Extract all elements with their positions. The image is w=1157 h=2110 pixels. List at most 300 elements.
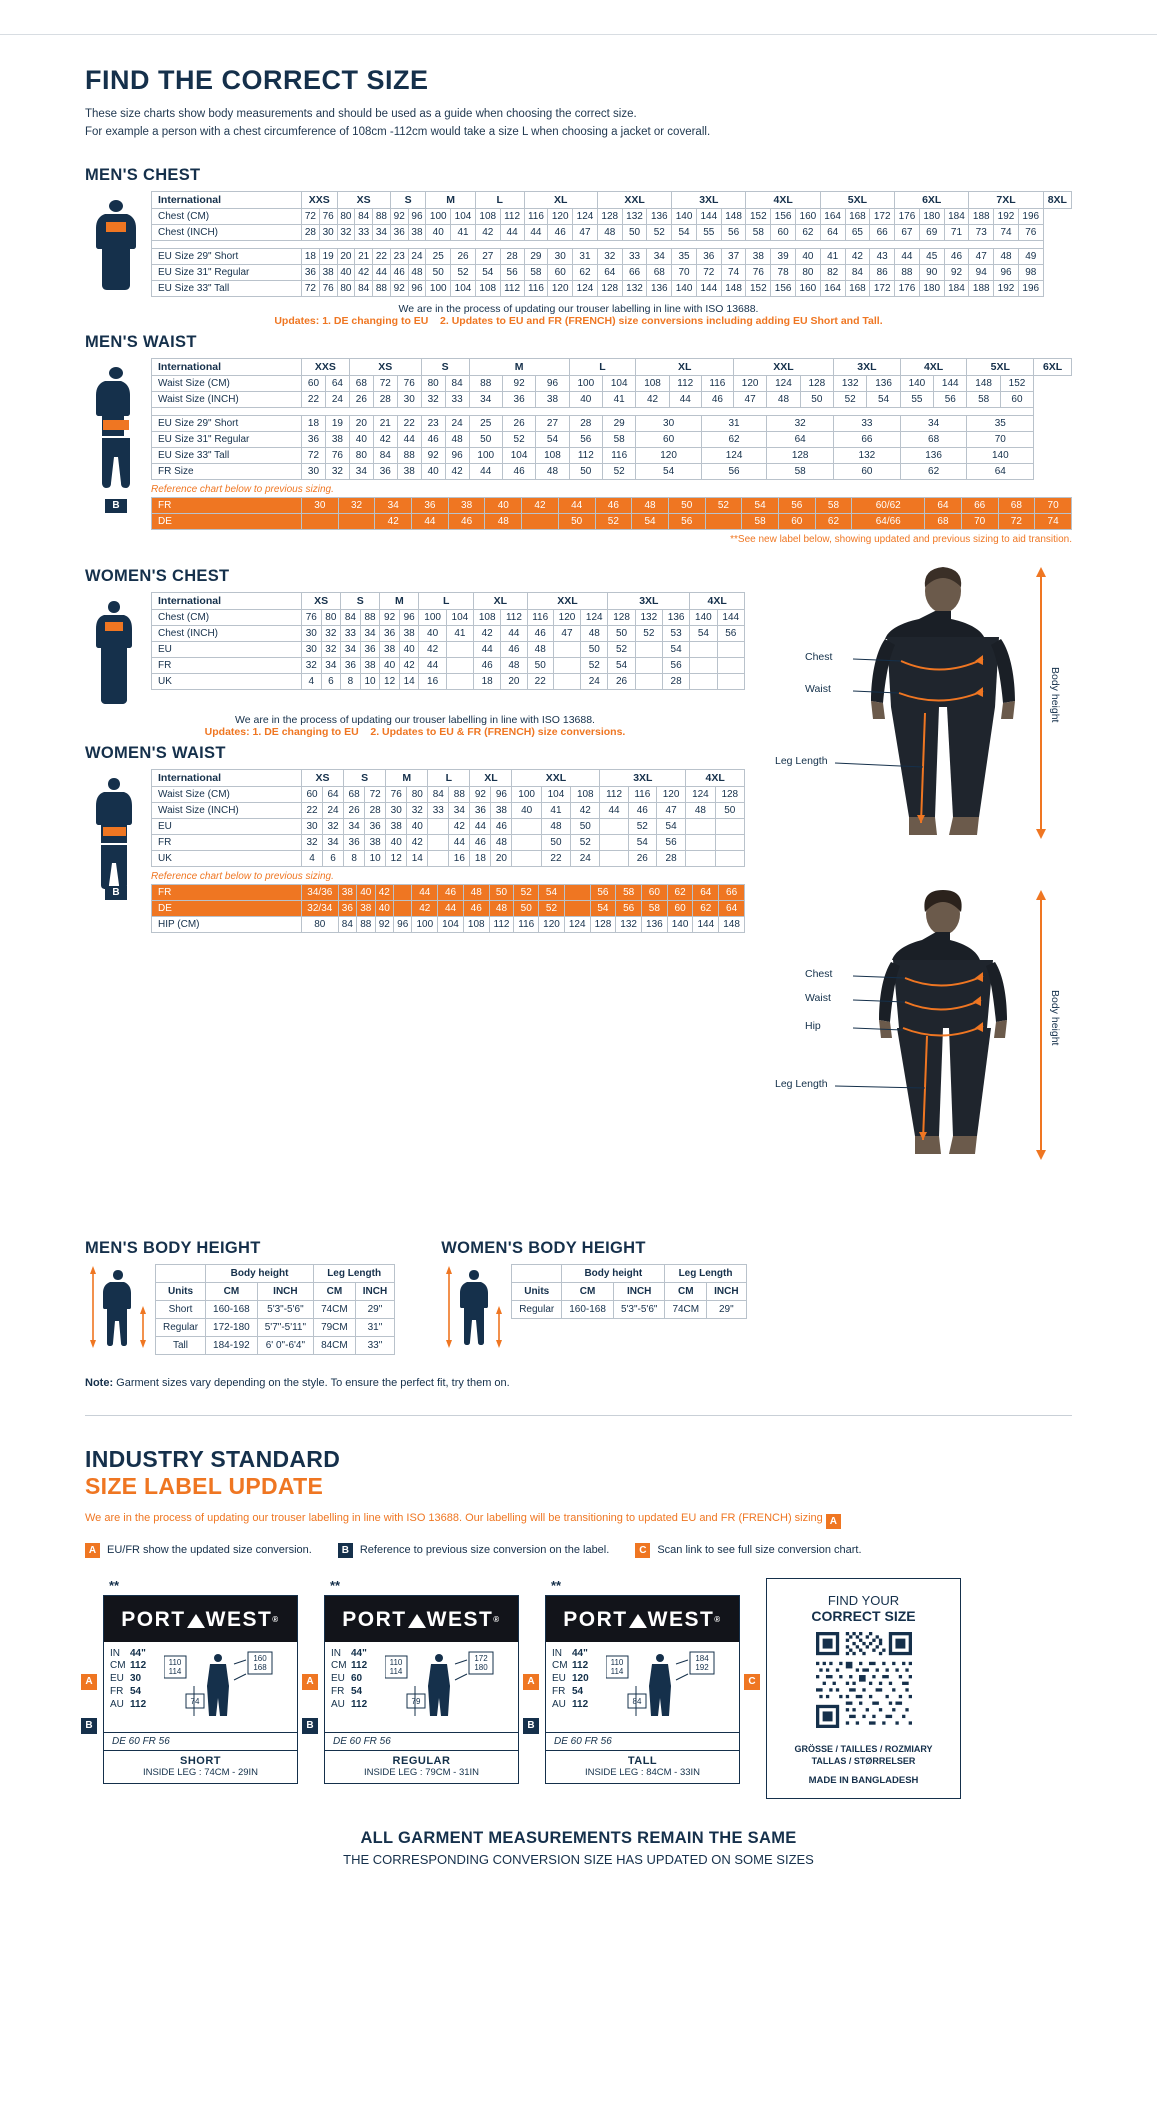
cell: [715, 850, 744, 866]
cell: 42: [419, 641, 446, 657]
cell: 20: [349, 415, 373, 431]
size-value: 54: [130, 1686, 142, 1698]
brand-text-left: PORT: [121, 1607, 186, 1631]
cell: 74: [994, 224, 1019, 240]
row-label: EU: [152, 641, 302, 657]
brand-bar: [325, 1596, 518, 1642]
male-waist-figure: [85, 358, 151, 492]
table-row: [152, 769, 745, 786]
col-header: 3XL: [608, 592, 690, 609]
cell: 40: [380, 657, 400, 673]
cell: 27: [536, 415, 569, 431]
cell: 46: [390, 264, 408, 280]
col-header: 4XL: [686, 769, 745, 786]
col-header: L: [419, 592, 474, 609]
cell: 50: [571, 818, 600, 834]
update-2: 2. Updates to EU and FR (FRENCH) size conversions including adding EU Short and Tall.: [440, 314, 883, 327]
cell: 38: [448, 497, 485, 513]
table-row: [152, 240, 1072, 248]
cell: 48: [541, 818, 570, 834]
col-header: XXL: [512, 769, 600, 786]
cell: 36: [502, 391, 535, 407]
cell: [512, 1264, 562, 1282]
cell: 196: [1018, 208, 1043, 224]
de-fr-value: DE 60 FR 56: [554, 1735, 612, 1747]
cell: 34: [449, 802, 470, 818]
label-leg-length: Leg Length: [775, 754, 828, 767]
label-card-tall: [527, 1577, 740, 1784]
cell: 48: [767, 391, 800, 407]
size-value: 112: [351, 1660, 368, 1672]
cell: 66: [719, 884, 745, 900]
size-key: IN: [552, 1647, 562, 1659]
cell: 25: [426, 248, 451, 264]
cell: 104: [603, 375, 636, 391]
col-header: 3XL: [600, 769, 686, 786]
qr-line-3: GRÖSSE / TAILLES / ROZMIARY TALLAS / STØRRELSER: [794, 1743, 933, 1766]
col-header: XL: [474, 592, 528, 609]
cell: 100: [426, 280, 451, 296]
cell: 22: [302, 391, 326, 407]
size-conversion-list: [331, 1648, 367, 1730]
cell: 30: [302, 497, 339, 513]
cell: 50: [581, 641, 608, 657]
cell: 32: [323, 818, 344, 834]
cell: 44: [895, 248, 920, 264]
cell: CM: [562, 1282, 614, 1300]
cell: 72: [365, 786, 386, 802]
cell: 41: [446, 625, 473, 641]
cell: 112: [569, 447, 602, 463]
size-key: EU: [110, 1673, 124, 1685]
cell: 64: [323, 786, 344, 802]
cell: 100: [469, 447, 502, 463]
cell: 30: [302, 818, 323, 834]
cell: 184-192: [206, 1336, 258, 1354]
male-chest-figure: [85, 191, 151, 291]
cell: 152: [746, 208, 771, 224]
cell: [600, 850, 628, 866]
cell: 56: [934, 391, 967, 407]
cell: 160: [796, 208, 821, 224]
cell: 172: [870, 208, 895, 224]
mens-waist-previous-table: [151, 497, 1072, 530]
table-row: [152, 850, 745, 866]
cell: 39: [771, 248, 796, 264]
cell: 116: [514, 916, 539, 932]
cell: 50: [668, 497, 705, 513]
standing-person-icon: [441, 1264, 507, 1350]
list-item: [110, 1686, 146, 1699]
cell: [428, 818, 449, 834]
label-body-height: Body height: [1049, 989, 1061, 1046]
cell: 48: [536, 463, 569, 479]
table-row: [152, 463, 1072, 479]
cell: 64: [325, 375, 349, 391]
cell: 69: [919, 224, 944, 240]
col-header: L: [475, 191, 524, 208]
cell: 42: [475, 224, 500, 240]
badge-a: A: [81, 1674, 97, 1690]
cell: 100: [426, 208, 451, 224]
size-key: EU: [331, 1673, 345, 1685]
cell: 60: [636, 431, 701, 447]
cell: 26: [608, 673, 635, 689]
cell: 50: [469, 431, 502, 447]
mens-chest-tables: [151, 191, 1072, 297]
cell: 73: [969, 224, 994, 240]
table-row: [156, 1336, 395, 1354]
col-header: 4XL: [900, 358, 967, 375]
cell: 62: [900, 463, 967, 479]
cell: 48: [491, 834, 512, 850]
cell: 58: [642, 900, 668, 916]
cell: 108: [636, 375, 669, 391]
cell: [686, 834, 715, 850]
intro-text: [85, 106, 1072, 142]
brand-text-left: PORT: [563, 1607, 628, 1631]
mens-waist-heading: MEN'S WAIST: [85, 332, 197, 351]
cell: 47: [573, 224, 598, 240]
cell: 40: [375, 900, 393, 916]
cell: 35: [672, 248, 697, 264]
list-item: [552, 1660, 589, 1673]
table-row: [152, 802, 745, 818]
row-label: Waist Size (CM): [152, 786, 302, 802]
mens-height-heading: MEN'S BODY HEIGHT: [85, 1238, 261, 1257]
cell: 96: [408, 280, 426, 296]
cell: 47: [733, 391, 766, 407]
womens-waist-block: [85, 769, 745, 933]
size-value: 54: [572, 1686, 584, 1698]
cell: 136: [647, 208, 672, 224]
list-item: [552, 1648, 589, 1661]
cell: Regular: [512, 1300, 562, 1318]
table-row: [152, 592, 745, 609]
qr-line-4: MADE IN BANGLADESH: [808, 1774, 919, 1786]
cell: 128: [590, 916, 616, 932]
cell: 40: [386, 834, 407, 850]
cell: 8: [341, 673, 361, 689]
de-fr-value: DE 60 FR 56: [333, 1735, 391, 1747]
cell: [715, 818, 744, 834]
cell: 124: [701, 447, 766, 463]
row-label: EU Size 31" Regular: [152, 264, 302, 280]
cell: 84: [355, 208, 373, 224]
cell: 30: [548, 248, 573, 264]
cell: 48: [632, 497, 669, 513]
svg-text:192: 192: [695, 1662, 709, 1672]
cell: 68: [349, 375, 373, 391]
svg-text:110: 110: [389, 1657, 402, 1667]
row-label: FR Size: [152, 463, 302, 479]
cell: 52: [608, 641, 635, 657]
cell: 46: [463, 900, 489, 916]
cell: 72: [998, 513, 1035, 529]
cell: [446, 657, 473, 673]
trouser-measure-icon: [164, 1650, 274, 1730]
cell: 128: [715, 786, 744, 802]
cell: 33: [834, 415, 901, 431]
cell: 88: [357, 916, 375, 932]
cell: [715, 834, 744, 850]
list-item: [552, 1699, 589, 1712]
torso-icon: [85, 195, 147, 291]
cell: 104: [451, 280, 476, 296]
cell: 112: [500, 280, 524, 296]
cell: 38: [408, 224, 426, 240]
table-row: [152, 391, 1072, 407]
document-content: [0, 65, 1157, 1907]
cell: 70: [961, 513, 998, 529]
row-label: EU Size 33" Tall: [152, 280, 302, 296]
cell: 76: [319, 280, 337, 296]
cell: 168: [845, 208, 870, 224]
cell: 33: [341, 625, 361, 641]
cell: 70: [967, 431, 1034, 447]
cell: 80: [796, 264, 821, 280]
cell: 64: [925, 497, 962, 513]
cell: 160: [796, 280, 821, 296]
cell: 31: [701, 415, 766, 431]
cell: 44: [470, 818, 491, 834]
cell: 47: [553, 625, 580, 641]
cell: [152, 407, 1034, 415]
cell: 44: [524, 224, 548, 240]
cell: 84CM: [314, 1336, 356, 1354]
top-divider: [0, 34, 1157, 35]
cell: 18: [302, 248, 320, 264]
cell: 52: [595, 513, 632, 529]
cell: 136: [647, 280, 672, 296]
cell: 40: [399, 641, 419, 657]
qr-code-icon[interactable]: [816, 1632, 912, 1728]
female-torso-icon: [85, 596, 143, 708]
col-header: 5XL: [967, 358, 1034, 375]
cell: 32: [325, 463, 349, 479]
cell: 116: [527, 609, 553, 625]
table-row: [512, 1282, 746, 1300]
col-header: L: [428, 769, 470, 786]
male-figure-diagram: [775, 567, 1075, 867]
cell: 54: [628, 834, 656, 850]
closing-section: [85, 1829, 1072, 1867]
cell: 66: [834, 431, 901, 447]
registered-icon: ®: [272, 1615, 280, 1625]
update-line: We are in the process of updating our trouser labelling in line with ISO 13688.: [235, 713, 595, 726]
cell: 48: [527, 641, 553, 657]
label-card-regular: [306, 1577, 519, 1784]
table-row: [512, 1300, 746, 1318]
intro-line-1: These size charts show body measurements and should be used as a guide when choosing the correct size.: [85, 108, 637, 120]
updates-prefix: Updates:: [204, 725, 250, 738]
cell: 90: [919, 264, 944, 280]
legend-item-a: [85, 1543, 312, 1558]
cell: 58: [746, 224, 771, 240]
cell: 88: [895, 264, 920, 280]
table-row: [152, 513, 1072, 529]
previous-size-line: [325, 1732, 518, 1750]
qr-card-wrap: [748, 1578, 961, 1799]
female-chest-figure: [85, 592, 151, 708]
size-key: FR: [331, 1686, 345, 1698]
cell: 52: [603, 463, 636, 479]
cell: Leg Length: [665, 1264, 746, 1282]
cell: 31: [573, 248, 598, 264]
cell: 92: [944, 264, 969, 280]
cell: Regular: [156, 1318, 206, 1336]
page-title: FIND THE CORRECT SIZE: [85, 65, 429, 95]
table-row: [152, 280, 1072, 296]
cell: 43: [870, 248, 895, 264]
cell: 132: [635, 609, 662, 625]
cell: [717, 657, 744, 673]
col-header: 4XL: [690, 592, 745, 609]
cell: 116: [603, 447, 636, 463]
row-label: FR: [152, 834, 302, 850]
row-label: EU: [152, 818, 302, 834]
update-1: 1. DE changing to EU: [322, 314, 429, 327]
cell: 10: [365, 850, 386, 866]
table-row: [152, 657, 745, 673]
cell: 55: [900, 391, 933, 407]
cell: 184: [944, 208, 969, 224]
cell: 172: [870, 280, 895, 296]
cell: 41: [603, 391, 636, 407]
cell: 33: [622, 248, 647, 264]
cell: 96: [445, 447, 469, 463]
cell: [564, 884, 590, 900]
cell: 140: [672, 280, 697, 296]
cell: [690, 673, 717, 689]
cell: 50: [608, 625, 635, 641]
cell: 38: [365, 834, 386, 850]
cell: 22: [373, 248, 391, 264]
svg-text:168: 168: [252, 1662, 267, 1672]
legend-item-c: [635, 1543, 861, 1558]
cell: 76: [397, 375, 421, 391]
cell: 36: [365, 818, 386, 834]
cell: CM: [665, 1282, 707, 1300]
fit-name: REGULAR: [392, 1754, 451, 1767]
size-key: AU: [331, 1698, 345, 1710]
cell: 38: [386, 818, 407, 834]
table-row: [152, 609, 745, 625]
size-chart-page: [0, 34, 1157, 2110]
cell: 34: [341, 641, 361, 657]
row-label: HIP (CM): [152, 916, 302, 932]
cell: 32: [337, 224, 355, 240]
cell: 108: [475, 280, 500, 296]
list-item: [110, 1673, 146, 1686]
cell: 84: [355, 280, 373, 296]
cell: Units: [512, 1282, 562, 1300]
cell: 80: [337, 280, 355, 296]
cell: 42: [412, 900, 438, 916]
cell: 46: [701, 391, 733, 407]
note-prefix: Note:: [85, 1376, 114, 1389]
row-label: FR: [152, 497, 302, 513]
cell: 44: [600, 802, 628, 818]
col-header: International: [152, 769, 302, 786]
cell: 80: [337, 208, 355, 224]
industry-title-2: SIZE LABEL UPDATE: [85, 1472, 324, 1499]
size-value: 54: [351, 1686, 363, 1698]
table-row: [152, 834, 745, 850]
cell: 52: [581, 657, 608, 673]
cell: 62: [701, 431, 766, 447]
size-conversion-list: [110, 1648, 146, 1730]
cell: 47: [969, 248, 994, 264]
table-row: [152, 208, 1072, 224]
cell: 55: [696, 224, 721, 240]
cell: 132: [834, 447, 901, 463]
cell: 34: [323, 834, 344, 850]
cell: 112: [489, 916, 514, 932]
col-header: S: [341, 592, 380, 609]
cell: 38: [338, 884, 356, 900]
legend-text-b: Reference to previous size conversion on the label.: [359, 1544, 610, 1557]
cell: 66: [870, 224, 895, 240]
cell: 40: [407, 818, 428, 834]
cell: 140: [900, 375, 933, 391]
womens-height-heading: WOMEN'S BODY HEIGHT: [441, 1238, 646, 1257]
cell: 29: [524, 248, 548, 264]
cell: 16: [449, 850, 470, 866]
cell: 67: [895, 224, 920, 240]
female-figure-diagram: [775, 890, 1075, 1190]
cell: 44: [449, 834, 470, 850]
qr-card[interactable]: [766, 1578, 961, 1799]
cell: 56: [616, 900, 642, 916]
update-line: We are in the process of updating our trouser labelling in line with ISO 13688.: [398, 302, 759, 315]
size-key: EU: [552, 1673, 566, 1685]
cell: 98: [1018, 264, 1043, 280]
cell: 6: [321, 673, 341, 689]
cell: 104: [502, 447, 535, 463]
cell: 33: [445, 391, 469, 407]
cell: 44: [469, 463, 502, 479]
cell: 80: [421, 375, 445, 391]
cell: 24: [445, 415, 469, 431]
cell: 54: [632, 513, 669, 529]
cell: 29": [355, 1300, 394, 1318]
brand-text-right: WEST: [426, 1607, 494, 1631]
cell: 108: [475, 208, 500, 224]
list-item: [110, 1699, 146, 1712]
cell: INCH: [707, 1282, 746, 1300]
col-header: 8XL: [1043, 191, 1071, 208]
cell: 5'3"-5'6": [257, 1300, 313, 1318]
cell: 50: [514, 900, 539, 916]
cell: 48: [445, 431, 469, 447]
cell: 41: [820, 248, 845, 264]
cell: 24: [571, 850, 600, 866]
cell: 36: [390, 224, 408, 240]
cell: 38: [397, 463, 421, 479]
row-label: DE: [152, 513, 302, 529]
cell: 144: [934, 375, 967, 391]
cell: 144: [693, 916, 719, 932]
row-label: UK: [152, 850, 302, 866]
row-label: DE: [152, 900, 302, 916]
cell: 45: [919, 248, 944, 264]
col-header: XXS: [302, 191, 338, 208]
cell: 136: [867, 375, 900, 391]
cell: 92: [502, 375, 535, 391]
cell: 52: [451, 264, 476, 280]
cell: 46: [527, 625, 553, 641]
